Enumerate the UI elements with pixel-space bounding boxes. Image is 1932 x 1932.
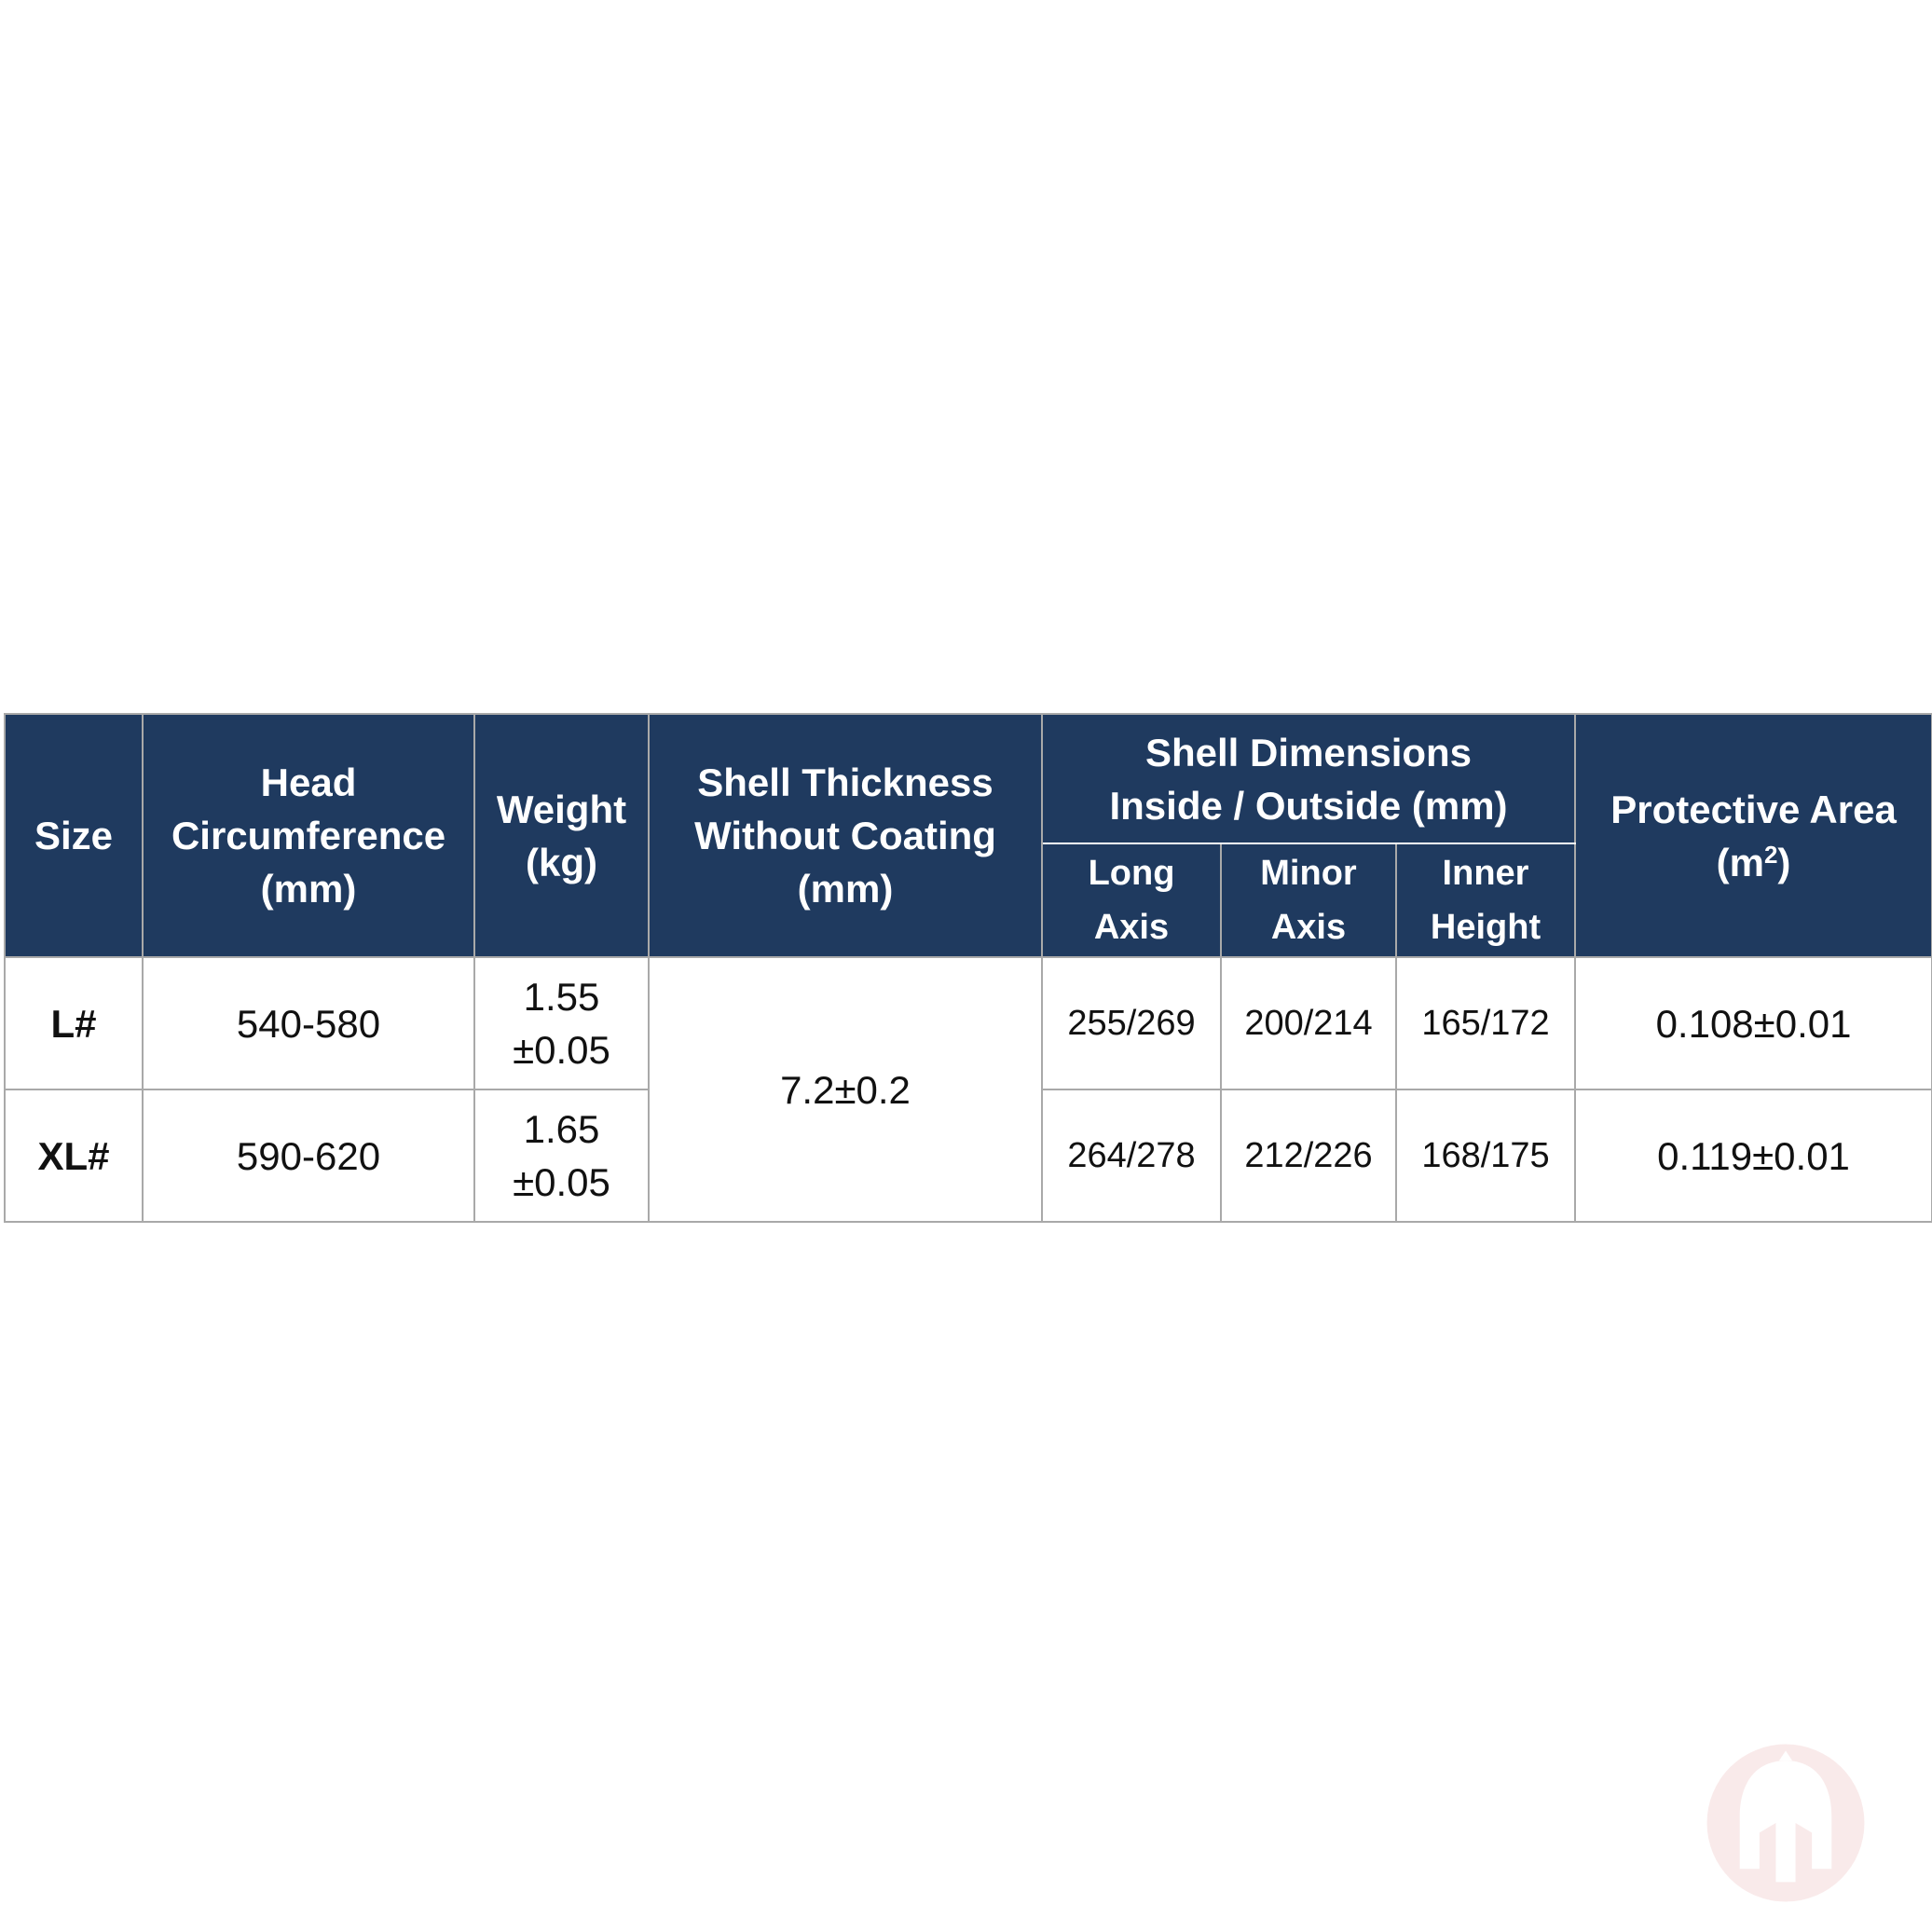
cell-weight: 1.55 ±0.05 bbox=[474, 957, 649, 1089]
table-row bbox=[5, 957, 1932, 1089]
cell-minor-axis: 200/214 bbox=[1221, 957, 1396, 1089]
header-weight: Weight (kg) bbox=[474, 714, 649, 957]
header-protective-area: Protective Area $(m^2)$ bbox=[1575, 714, 1932, 957]
cell-shell-thickness: 7.2±0.2 bbox=[649, 957, 1042, 1222]
cell-weight: 1.65 ±0.05 bbox=[474, 1089, 649, 1222]
header-shell-thickness: Shell Thickness Without Coating (mm) bbox=[649, 714, 1042, 957]
cell-long-axis: 264/278 bbox=[1042, 1089, 1221, 1222]
cell-minor-axis: 212/226 bbox=[1221, 1089, 1396, 1222]
cell-inner-height: 165/172 bbox=[1396, 957, 1575, 1089]
spec-table bbox=[4, 713, 1932, 1223]
header-minor-axis: Minor Axis bbox=[1221, 843, 1396, 957]
spartan-helmet-icon bbox=[1704, 1741, 1868, 1905]
header-inner-height: Inner Height bbox=[1396, 843, 1575, 957]
header-size: Size bbox=[5, 714, 143, 957]
cell-long-axis: 255/269 bbox=[1042, 957, 1221, 1089]
header-shell-dimensions: Shell Dimensions Inside / Outside (mm) bbox=[1042, 714, 1575, 843]
header-head-circumference: Head Circumference (mm) bbox=[143, 714, 474, 957]
cell-head-circumference: 590-620 bbox=[143, 1089, 474, 1222]
cell-inner-height: 168/175 bbox=[1396, 1089, 1575, 1222]
cell-protective-area: 0.108±0.01 bbox=[1575, 957, 1932, 1089]
cell-size: XL# bbox=[5, 1089, 143, 1222]
cell-size: L# bbox=[5, 957, 143, 1089]
cell-protective-area: 0.119±0.01 bbox=[1575, 1089, 1932, 1222]
cell-head-circumference: 540-580 bbox=[143, 957, 474, 1089]
header-long-axis: Long Axis bbox=[1042, 843, 1221, 957]
